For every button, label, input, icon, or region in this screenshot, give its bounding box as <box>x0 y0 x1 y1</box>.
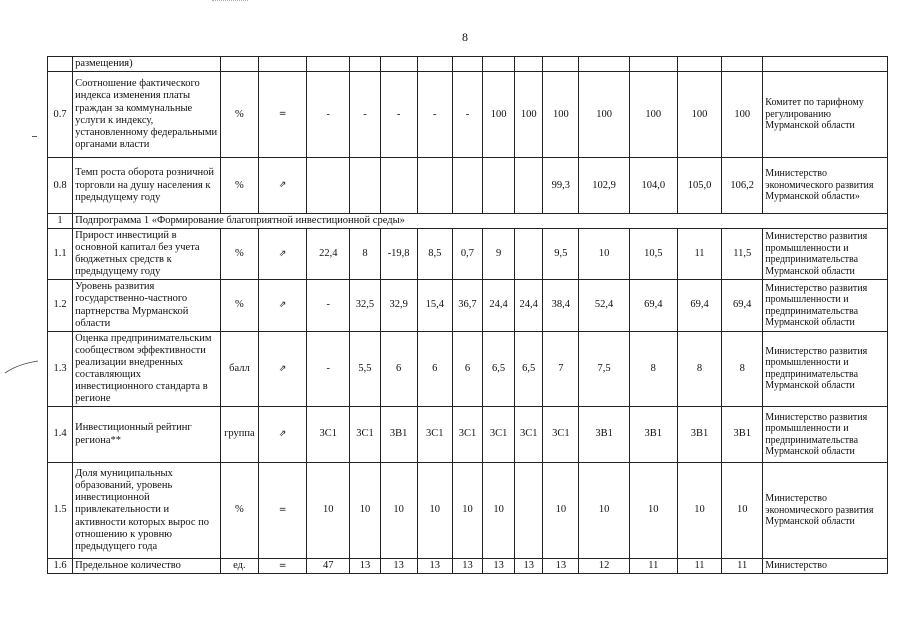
value-cell: 69,4 <box>629 280 677 331</box>
value-cell: - <box>452 72 482 158</box>
value-cell <box>380 57 417 72</box>
table-row <box>48 280 888 331</box>
value-cell: 6 <box>417 331 452 406</box>
value-cell: 7,5 <box>579 331 629 406</box>
responsible-cell: Министерство развития промышленности и предпринимательства Мурманской области <box>763 331 888 406</box>
value-cell: 8 <box>629 331 677 406</box>
value-cell: 10,5 <box>629 229 677 280</box>
row-number-cell: 1.4 <box>48 407 73 463</box>
table-body <box>48 57 888 574</box>
value-cell: 5,5 <box>350 331 380 406</box>
value-cell: 10 <box>543 463 579 559</box>
value-cell <box>380 158 417 214</box>
scan-artifact <box>212 0 248 5</box>
unit-cell: % <box>220 280 258 331</box>
direction-cell: ⇗ <box>258 331 306 406</box>
value-cell: 105,0 <box>677 158 721 214</box>
value-cell: 6,5 <box>483 331 515 406</box>
value-cell <box>452 158 482 214</box>
page-number: 8 <box>462 30 468 44</box>
row-number-cell: 1.1 <box>48 229 73 280</box>
unit-cell <box>220 57 258 72</box>
table-row <box>48 331 888 406</box>
unit-cell: балл <box>220 331 258 406</box>
indicators-table <box>47 56 888 574</box>
value-cell <box>350 158 380 214</box>
responsible-cell: Министерство развития промышленности и предпринимательства Мурманской области <box>763 407 888 463</box>
unit-cell: ед. <box>220 559 258 574</box>
direction-cell: ⇗ <box>258 229 306 280</box>
responsible-cell: Министерство развития промышленности и предпринимательства Мурманской области <box>763 229 888 280</box>
value-cell: 10 <box>417 463 452 559</box>
value-cell <box>417 57 452 72</box>
value-cell: 22,4 <box>307 229 350 280</box>
value-cell <box>677 57 721 72</box>
row-number-cell: 1.5 <box>48 463 73 559</box>
value-cell: 104,0 <box>629 158 677 214</box>
indicator-name-cell: Прирост инвестиций в основной капитал без учета бюджетных средств к предыдущему году <box>73 229 221 280</box>
direction-cell: ⇗ <box>258 407 306 463</box>
value-cell <box>515 463 543 559</box>
value-cell <box>629 57 677 72</box>
value-cell: 7 <box>543 331 579 406</box>
row-number-cell: 1.6 <box>48 559 73 574</box>
value-cell: 13 <box>543 559 579 574</box>
table-row <box>48 463 888 559</box>
row-number-cell: 1.3 <box>48 331 73 406</box>
value-cell <box>722 57 763 72</box>
value-cell: 0,7 <box>452 229 482 280</box>
value-cell: 3В1 <box>722 407 763 463</box>
value-cell: 8 <box>722 331 763 406</box>
table-row <box>48 559 888 574</box>
value-cell: 9 <box>483 229 515 280</box>
value-cell: 10 <box>722 463 763 559</box>
value-cell: 3В1 <box>380 407 417 463</box>
value-cell: - <box>380 72 417 158</box>
value-cell: 9,5 <box>543 229 579 280</box>
table-row <box>48 57 888 72</box>
value-cell <box>307 57 350 72</box>
value-cell: 100 <box>543 72 579 158</box>
direction-cell: ⇗ <box>258 158 306 214</box>
row-number-cell: 1.2 <box>48 280 73 331</box>
value-cell: 11 <box>629 559 677 574</box>
value-cell: 10 <box>350 463 380 559</box>
value-cell <box>515 57 543 72</box>
value-cell: 3В1 <box>579 407 629 463</box>
value-cell: 24,4 <box>515 280 543 331</box>
value-cell <box>515 229 543 280</box>
value-cell: 10 <box>483 463 515 559</box>
value-cell <box>483 158 515 214</box>
value-cell: - <box>307 331 350 406</box>
value-cell: 99,3 <box>543 158 579 214</box>
value-cell <box>417 158 452 214</box>
value-cell <box>483 57 515 72</box>
value-cell: 6 <box>452 331 482 406</box>
value-cell: 10 <box>579 229 629 280</box>
value-cell: 32,9 <box>380 280 417 331</box>
value-cell: 3С1 <box>515 407 543 463</box>
value-cell <box>307 158 350 214</box>
value-cell: 69,4 <box>722 280 763 331</box>
value-cell: 13 <box>483 559 515 574</box>
indicator-name-cell: Уровень развития государственно-частного партнерства Мурманской области <box>73 280 221 331</box>
direction-cell: = <box>258 72 306 158</box>
responsible-cell: Министерство развития промышленности и предпринимательства Мурманской области <box>763 280 888 331</box>
value-cell <box>579 57 629 72</box>
direction-cell: ⇗ <box>258 280 306 331</box>
value-cell: 3В1 <box>629 407 677 463</box>
value-cell: 11 <box>722 559 763 574</box>
value-cell: -19,8 <box>380 229 417 280</box>
value-cell: 13 <box>417 559 452 574</box>
value-cell: 3С1 <box>543 407 579 463</box>
value-cell: - <box>417 72 452 158</box>
value-cell: 100 <box>515 72 543 158</box>
value-cell: 32,5 <box>350 280 380 331</box>
value-cell: - <box>307 72 350 158</box>
responsible-cell: Министерство экономического развития Мурманской области <box>763 463 888 559</box>
indicator-name-cell: Предельное количество <box>73 559 221 574</box>
value-cell: 3С1 <box>350 407 380 463</box>
table-row <box>48 72 888 158</box>
value-cell: 13 <box>452 559 482 574</box>
responsible-cell: Министерство экономического развития Мурманской области» <box>763 158 888 214</box>
unit-cell: группа <box>220 407 258 463</box>
value-cell <box>350 57 380 72</box>
responsible-cell <box>763 57 888 72</box>
value-cell: 11 <box>677 559 721 574</box>
value-cell: 102,9 <box>579 158 629 214</box>
unit-cell: % <box>220 463 258 559</box>
value-cell: 100 <box>629 72 677 158</box>
responsible-cell: Министерство <box>763 559 888 574</box>
value-cell: 8 <box>677 331 721 406</box>
value-cell: 100 <box>677 72 721 158</box>
indicator-name-cell: Соотношение фактического индекса изменения платы граждан за коммунальные услуги к индексу, установленному федеральными органами власти <box>73 72 221 158</box>
value-cell: 15,4 <box>417 280 452 331</box>
value-cell: 8,5 <box>417 229 452 280</box>
value-cell: 10 <box>579 463 629 559</box>
row-number-cell: 0.8 <box>48 158 73 214</box>
value-cell: 11,5 <box>722 229 763 280</box>
value-cell: 100 <box>483 72 515 158</box>
value-cell: 10 <box>629 463 677 559</box>
value-cell: 3С1 <box>417 407 452 463</box>
indicator-name-cell: размещения) <box>73 57 221 72</box>
row-number-cell <box>48 57 73 72</box>
value-cell <box>515 158 543 214</box>
responsible-cell: Комитет по тарифному регулированию Мурманской области <box>763 72 888 158</box>
value-cell: 12 <box>579 559 629 574</box>
value-cell: 10 <box>677 463 721 559</box>
direction-cell: = <box>258 559 306 574</box>
direction-cell: = <box>258 463 306 559</box>
indicator-name-cell: Оценка предпринимательским сообществом эффективности реализации внедренных составляющих инвестиционного стандарта в регионе <box>73 331 221 406</box>
value-cell: 3С1 <box>483 407 515 463</box>
row-number-cell: 1 <box>48 214 73 229</box>
indicator-name-cell: Темп роста оборота розничной торговли на душу населения к предыдущему году <box>73 158 221 214</box>
margin-mark <box>32 136 37 137</box>
value-cell: 69,4 <box>677 280 721 331</box>
value-cell: 3С1 <box>452 407 482 463</box>
value-cell: 10 <box>452 463 482 559</box>
table-row <box>48 158 888 214</box>
value-cell: 8 <box>350 229 380 280</box>
value-cell: 3В1 <box>677 407 721 463</box>
pen-stroke-mark <box>4 360 40 374</box>
value-cell <box>543 57 579 72</box>
indicator-name-cell: Инвестиционный рейтинг региона** <box>73 407 221 463</box>
value-cell: 47 <box>307 559 350 574</box>
value-cell: 6 <box>380 331 417 406</box>
value-cell: - <box>307 280 350 331</box>
value-cell: 11 <box>677 229 721 280</box>
value-cell: 100 <box>722 72 763 158</box>
unit-cell: % <box>220 229 258 280</box>
table-row <box>48 407 888 463</box>
subprogram-title-cell: Подпрограмма 1 «Формирование благоприятной инвестиционной среды» <box>73 214 888 229</box>
value-cell: 13 <box>350 559 380 574</box>
unit-cell: % <box>220 158 258 214</box>
value-cell: 106,2 <box>722 158 763 214</box>
value-cell: 3С1 <box>307 407 350 463</box>
table-row <box>48 214 888 229</box>
value-cell: 38,4 <box>543 280 579 331</box>
value-cell: 13 <box>380 559 417 574</box>
value-cell: 10 <box>380 463 417 559</box>
indicator-name-cell: Доля муниципальных образований, уровень инвестиционной привлекательности и активности которых вырос по отношению к уровню предыдущего года <box>73 463 221 559</box>
value-cell: 6,5 <box>515 331 543 406</box>
value-cell: 13 <box>515 559 543 574</box>
value-cell: 52,4 <box>579 280 629 331</box>
value-cell: - <box>350 72 380 158</box>
value-cell <box>452 57 482 72</box>
table-row <box>48 229 888 280</box>
value-cell: 10 <box>307 463 350 559</box>
unit-cell: % <box>220 72 258 158</box>
value-cell: 100 <box>579 72 629 158</box>
value-cell: 24,4 <box>483 280 515 331</box>
row-number-cell: 0.7 <box>48 72 73 158</box>
direction-cell <box>258 57 306 72</box>
value-cell: 36,7 <box>452 280 482 331</box>
